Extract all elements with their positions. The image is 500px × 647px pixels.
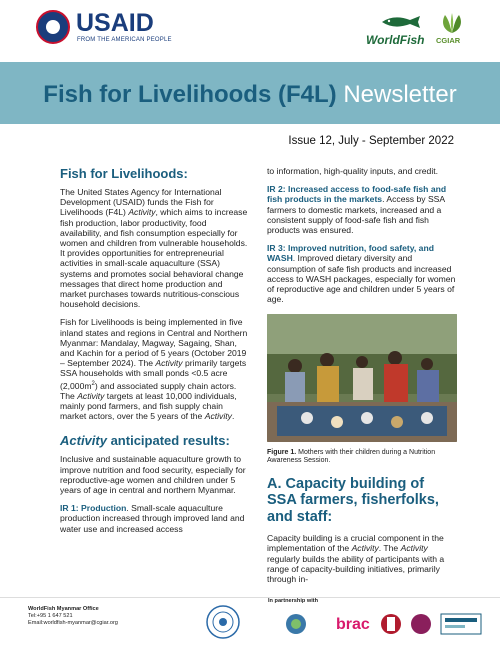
caption-label: Figure 1.: [267, 448, 297, 456]
ir1-label: IR 1: Production: [60, 503, 127, 514]
heading-run: anticipated results:: [106, 433, 230, 449]
text-run-italic: Activity: [400, 543, 428, 554]
text-run: Fish for Livelihoods is being implemented in five inland states and regions in Central and Northern Myanmar: Mandalay, Magway, Sagaing, Shan, and Kachin for a period of 5 years (October 2019 – September 2024). The: [60, 317, 248, 369]
text-run-italic: Activity: [77, 390, 105, 401]
cgiar-logo-text: CGIAR: [436, 36, 461, 45]
text-run: Capacity building is a crucial component in the implementation of the: [267, 533, 444, 554]
partner-label: In partnership with: [268, 598, 319, 604]
text-run: targets at least 10,000 individuals, mainly pond farmers, and fish supply chain market actors, over the 5 years of the: [60, 390, 237, 422]
heading-italic-run: Activity: [60, 433, 107, 449]
nutrition-session-photo: [267, 314, 457, 442]
section-heading-f4l: Fish for Livelihoods:: [60, 166, 188, 181]
cgiar-leaf-icon: [437, 12, 467, 34]
text-run: ) and associated supply chain actors. The: [60, 380, 237, 401]
partner-logo-4-icon: [411, 614, 431, 634]
paragraph-implementation: [60, 317, 248, 421]
section-heading-capacity: A. Capacity building of SSA farmers, fisherfolks, and staff:: [267, 475, 439, 525]
partner-logos: [286, 610, 486, 638]
worldfish-logo-text: WorldFish: [366, 33, 425, 47]
paragraph-ir3: [267, 243, 457, 304]
footer-divider: [0, 597, 500, 598]
text-run: primarily targets SSA households with small ponds <0.5 acre (2,000m: [60, 358, 247, 391]
paragraph-growth: Inclusive and sustainable aquaculture growth to improve nutrition and food security, especially for reproductive-age women and children under 5 years of age in central and northern Myanmar.: [60, 454, 246, 495]
usaid-seal-icon: [36, 10, 70, 44]
newsletter-title-strong: Fish for Livelihoods (F4L): [43, 81, 337, 108]
text-run-italic: Activity: [128, 207, 156, 218]
text-run: .: [231, 411, 235, 422]
worldfish-fish-icon: [380, 14, 426, 30]
usaid-tagline: FROM THE AMERICAN PEOPLE: [77, 37, 172, 43]
left-column: [60, 166, 248, 542]
government-emblem-icon: [205, 604, 241, 640]
paragraph-continued: to information, high-quality inputs, and credit.: [267, 166, 439, 176]
brac-logo-text: brac: [336, 616, 370, 633]
office-contact: [28, 606, 118, 627]
ir2-label: IR 2: Increased access to food-safe fish and fish products in the markets: [267, 184, 447, 205]
paragraph-intro: [60, 187, 248, 309]
text-run: , which aims to increase fish production, labor productivity, food availability, and fish consumption especially for women and children from vulnerable households. It provides opportunities for entrepreneurial activities in small-scale aquaculture (SSA) systems and promotes social behavioral change messages that direct home production and market purchases towards nutritious-conscious household decisions.: [60, 207, 248, 310]
iwmi-logo-icon: [441, 614, 481, 634]
issue-line: Issue 12, July - September 2022: [288, 135, 454, 147]
page-header: [0, 0, 500, 62]
office-email[interactable]: Email:worldfish-myanmar@cgiar.org: [28, 620, 118, 626]
paragraph-capacity: [267, 533, 457, 584]
text-run: . Access by SSA farmers to domestic markets, increased and a consistent supply of food-safe fish and fish products was ensured.: [267, 194, 445, 236]
usaid-logo-text: USAID: [76, 9, 154, 37]
office-tel: Tel:+95 1 647 521: [28, 613, 73, 619]
caption-text: Mothers with their children during a Nutrition Awareness Session.: [267, 448, 436, 465]
photo-caption: [267, 449, 457, 466]
text-run: . Improved dietary diversity and consumption of safe fish products and increased access to WASH packages, especially for women of reproductive age and children under 5 years of age.: [267, 253, 456, 305]
office-name: WorldFish Myanmar Office: [28, 606, 99, 612]
text-run: . Small-scale aquaculture production increased through improved land and water use and increased access: [60, 503, 245, 534]
text-run-italic: Activity: [155, 358, 183, 369]
text-run-italic: Activity: [204, 411, 232, 422]
newsletter-title: [0, 81, 500, 109]
text-run: . The: [378, 543, 401, 554]
right-column: [267, 166, 457, 592]
superscript: 2: [91, 380, 95, 387]
text-run: regularly builds the ability of participants with a range of capacity-building initiatives, primarily through in-: [267, 553, 445, 584]
paragraph-ir2: [267, 184, 457, 235]
paragraph-ir1: [60, 503, 248, 534]
newsletter-title-light: Newsletter: [343, 81, 457, 108]
text-run-italic: Activity: [351, 543, 379, 554]
section-heading-results: [60, 433, 248, 448]
ir3-label: IR 3: Improved nutrition, food safety, and WASH: [267, 243, 434, 264]
text-run: The United States Agency for International Development (USAID) funds the Fish for Livelihoods (F4L): [60, 187, 222, 218]
